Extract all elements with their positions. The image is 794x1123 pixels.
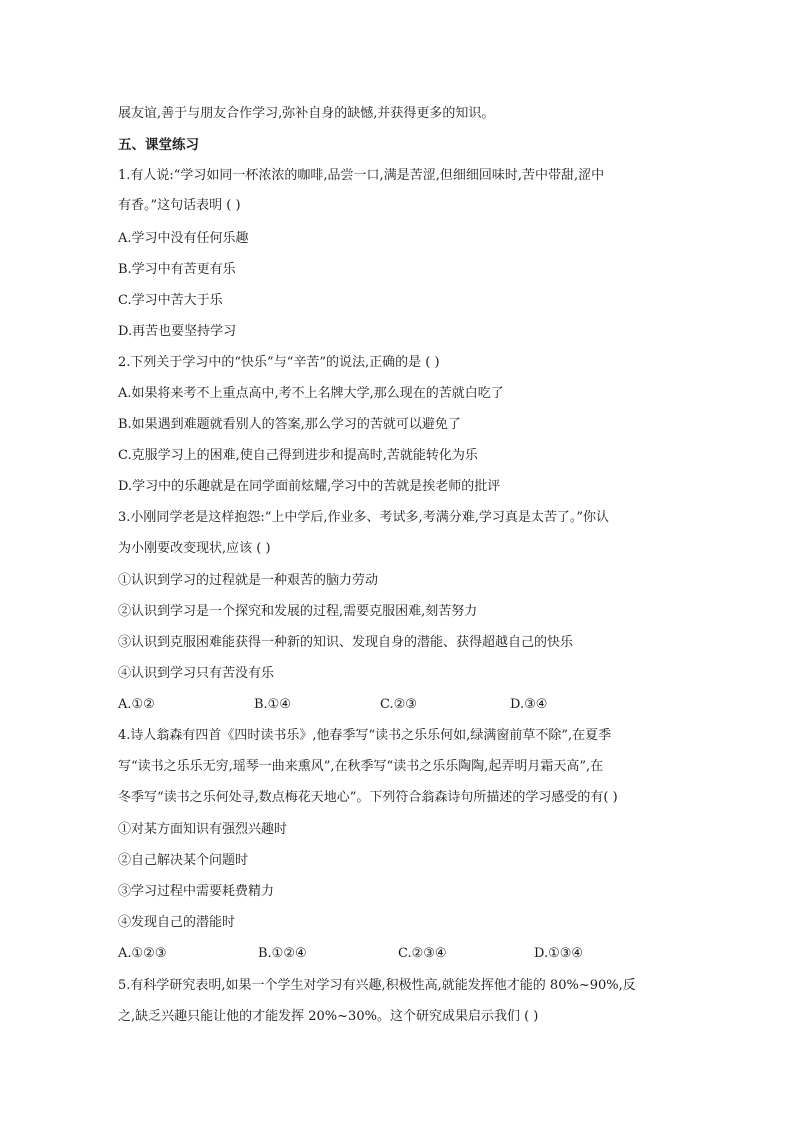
q3-choice-d: D.③④ [510, 697, 548, 712]
q3-stem-line1: 3.小刚同学老是这样抱怨:“上中学后,作业多、考试多,考满分难,学习真是太苦了。”你认 [118, 510, 609, 525]
q4-stem-line3: 冬季写“读书之乐何处寻,数点梅花天地心”。下列符合翁森诗句所描述的学习感受的有( ) [118, 790, 618, 805]
q4-statement-3: ③学习过程中需要耗费精力 [118, 884, 275, 899]
q2-option-d: D.学习中的乐趣就是在同学面前炫耀,学习中的苦就是挨老师的批评 [118, 479, 501, 494]
q4-choices-row [118, 946, 678, 962]
q5-stem-line1: 5.有科学研究表明,如果一个学生对学习有兴趣,积极性高,就能发挥他才能的 80%~90%,反 [118, 978, 636, 993]
q3-choice-b: B.①④ [254, 697, 291, 712]
q1-stem-line1: 1.有人说:“学习如同一杯浓浓的咖啡,品尝一口,满是苦涩,但细细回味时,苦中带甜,涩中 [118, 168, 605, 183]
q3-choice-a: A.①② [118, 697, 155, 712]
q3-choices-row [118, 697, 678, 713]
q2-option-c: C.克服学习上的困难,使自己得到进步和提高时,苦就能转化为乐 [118, 448, 478, 463]
q1-stem-line2: 有香。”这句话表明 ( ) [118, 198, 241, 213]
q3-statement-1: ①认识到学习的过程就是一种艰苦的脑力劳动 [118, 573, 379, 588]
q3-statement-3: ③认识到克服困难能获得一种新的知识、发现自身的潜能、获得超越自己的快乐 [118, 635, 574, 650]
q1-option-a: A.学习中没有任何乐趣 [118, 231, 249, 246]
q4-statement-2: ②自己解决某个问题时 [118, 853, 249, 868]
q1-option-d: D.再苦也要坚持学习 [118, 324, 237, 339]
q4-stem-line2: 写“读书之乐乐无穷,瑶琴一曲来熏风”,在秋季写“读书之乐乐陶陶,起弄明月霜天高”,在 [118, 759, 604, 774]
intro-tail-text: 展友谊,善于与朋友合作学习,弥补自身的缺憾,并获得更多的知识。 [118, 106, 495, 121]
q4-choice-a: A.①②③ [118, 946, 167, 961]
q4-choice-d: D.①③④ [534, 946, 584, 961]
q3-stem-line2: 为小刚要改变现状,应该 ( ) [118, 541, 271, 556]
q4-statement-1: ①对某方面知识有强烈兴趣时 [118, 822, 288, 837]
q2-stem: 2.下列关于学习中的“快乐”与“辛苦”的说法,正确的是 ( ) [118, 355, 440, 370]
q4-stem-line1: 4.诗人翁森有四首《四时读书乐》,他春季写“读书之乐乐何如,绿满窗前草不除”,在夏季 [118, 728, 612, 743]
q5-stem-line2: 之,缺乏兴趣只能让他的才能发挥 20%~30%。这个研究成果启示我们 ( ) [118, 1009, 539, 1024]
section-title: 五、课堂练习 [118, 137, 199, 153]
q4-choice-b: B.①②④ [258, 946, 307, 961]
q4-statement-4: ④发现自己的潜能时 [118, 915, 236, 930]
q3-choice-c: C.②③ [380, 697, 417, 712]
q2-option-b: B.如果遇到难题就看别人的答案,那么学习的苦就可以避免了 [118, 417, 461, 432]
q3-statement-2: ②认识到学习是一个探究和发展的过程,需要克服困难,刻苦努力 [118, 604, 478, 619]
q3-statement-4: ④认识到学习只有苦没有乐 [118, 666, 275, 681]
q1-option-c: C.学习中苦大于乐 [118, 293, 223, 308]
q2-option-a: A.如果将来考不上重点高中,考不上名牌大学,那么现在的苦就白吃了 [118, 386, 504, 401]
q1-option-b: B.学习中有苦更有乐 [118, 262, 236, 277]
q4-choice-c: C.②③④ [398, 946, 447, 961]
